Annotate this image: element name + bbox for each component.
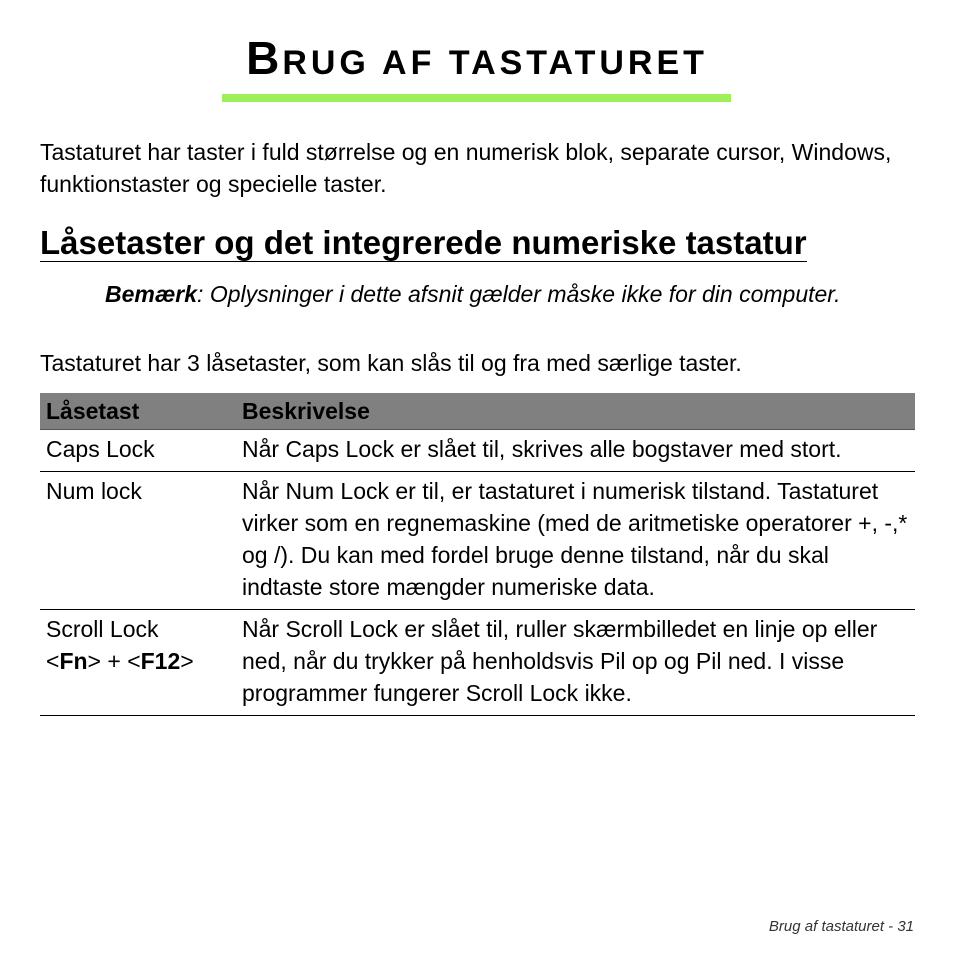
combo-close: >	[180, 648, 194, 674]
key-cell: Num lock	[40, 472, 236, 610]
column-header-description: Beskrivelse	[236, 393, 915, 430]
note-label: Bemærk	[105, 281, 198, 307]
title-underline-bar	[222, 94, 731, 102]
key-cell	[40, 610, 236, 716]
lock-keys-table	[40, 393, 915, 716]
description-cell: Når Caps Lock er slået til, skrives alle bogstaver med stort.	[236, 430, 915, 472]
intro-paragraph: Tastaturet har taster i fuld størrelse og en numerisk blok, separate cursor, Windows, funktionstaster og specielle taster.	[40, 139, 892, 197]
table-header-row	[40, 393, 915, 430]
combo-key-fn: Fn	[59, 648, 88, 674]
column-header-key: Låsetast	[40, 393, 236, 430]
page-footer: Brug af tastaturet - 31	[768, 918, 914, 935]
table-row	[40, 472, 915, 610]
section-heading	[40, 222, 920, 264]
description-cell: Når Scroll Lock er slået til, ruller skærmbilledet en linje op eller ned, når du trykker på henholdsvis Pil op og Pil ned. I visse programmer fungerer Scroll Lock ikke.	[236, 610, 915, 716]
note-text: : Oplysninger i dette afsnit gælder måske ikke for din computer.	[197, 281, 841, 307]
combo-open: <	[46, 648, 60, 674]
page-title	[0, 30, 954, 91]
page-title-initial: B	[246, 32, 283, 84]
key-cell: Caps Lock	[40, 430, 236, 472]
combo-separator: > + <	[87, 648, 141, 674]
combo-key-f12: F12	[140, 648, 181, 674]
key-combo	[46, 645, 230, 677]
table-row	[40, 610, 915, 716]
note-paragraph	[105, 278, 915, 310]
description-cell: Når Num Lock er til, er tastaturet i numerisk tilstand. Tastaturet virker som en regnemaskine (med de aritmetiske operatorer +, -,* og /). Du kan med fordel bruge denne tilstand, når du skal indtaste store mængder numeriske data.	[236, 472, 915, 610]
section-heading-text: Låsetaster og det integrerede numeriske tastatur	[40, 224, 807, 261]
page-title-rest: RUG AF TASTATURET	[282, 44, 708, 82]
lead-paragraph: Tastaturet har 3 låsetaster, som kan slås til og fra med særlige taster.	[40, 350, 742, 376]
table-row	[40, 430, 915, 472]
key-name: Scroll Lock	[46, 616, 159, 642]
